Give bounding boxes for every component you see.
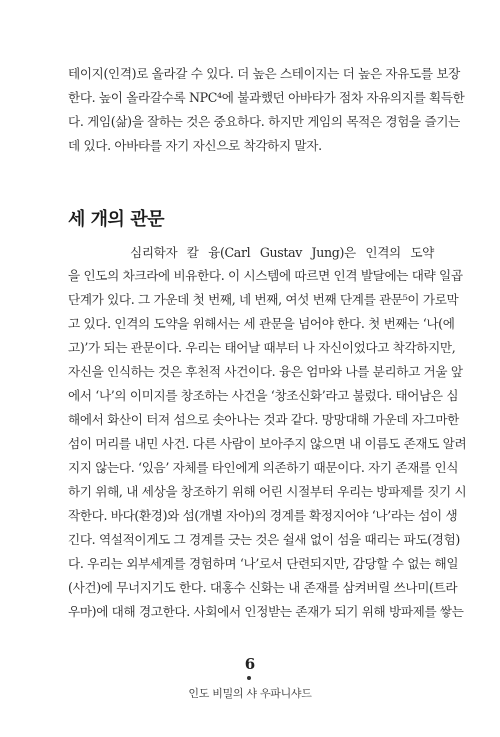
page-number: 6 xyxy=(244,655,256,673)
paragraph-2-line: 자신을 인식하는 것은 후천적 사건이다. 융은 엄마와 나를 분리하고 거울 앞 xyxy=(68,364,463,379)
paragraph-2-line: 지지 않는다. ‘있음’ 자체를 타인에게 의존하기 때문이다. 자기 존재를 인식 xyxy=(68,460,459,475)
paragraph-2-line: 우마)에 대해 경고한다. 사회에서 인정받는 존재가 되기 위해 방파제를 쌓는 xyxy=(68,604,464,619)
paragraph-2-line: 다. 우리는 외부세계를 경험하며 ‘나’로서 단련되지만, 감당할 수 없는 해일 xyxy=(68,556,459,571)
page-number-dot xyxy=(247,676,251,680)
paragraph-2-line: 긴다. 역설적이게도 그 경계를 긋는 것은 쉴새 없이 섬을 때리는 파도(경험) xyxy=(68,532,460,547)
paragraph-2-line: 고 있다. 인격의 도약을 위해서는 세 관문을 넘어야 한다. 첫 번째는 ‘나(에 xyxy=(68,316,455,331)
paragraph-2-line: 에서 ‘나’의 이미지를 창조하는 사건을 ‘창조신화’라고 불렀다. 태어남은 심 xyxy=(68,388,459,403)
paragraph-2-line: 섬이 머리를 내민 사건. 다른 사람이 보아주지 않으면 내 이름도 존재도 알려 xyxy=(68,436,467,451)
paragraph-1-line: 테이지(인격)로 올라갈 수 있다. 더 높은 스테이지는 더 높은 자유도를 보장 xyxy=(68,66,460,81)
paragraph-2-line: 고)’가 되는 관문이다. 우리는 태어날 때부터 나 자신이었다고 착각하지만, xyxy=(68,340,456,355)
paragraph-2-line: 작한다. 바다(환경)와 섬(개별 자아)의 경계를 확정지어야 ‘나’라는 섬이 생 xyxy=(68,508,458,523)
paragraph-1-line: 데 있다. 아바타를 자기 자신으로 착각하지 말자. xyxy=(68,138,322,153)
section-heading: 세 개의 관문 xyxy=(68,209,164,230)
paragraph-1-line: 다. 게임(삶)을 잘하는 것은 중요하다. 하지만 게임의 목적은 경험을 즐기는 xyxy=(68,114,460,129)
paragraph-2-line: 단계가 있다. 그 가운데 첫 번째, 네 번째, 여섯 번째 단계를 관문⁵이 가로막 xyxy=(68,292,459,307)
paragraph-1-line: 한다. 높이 올라갈수록 NPC⁴에 불과했던 아바타가 점차 자유의지를 획득한 xyxy=(68,90,465,105)
paragraph-2-line: 하기 위해, 내 세상을 창조하기 위해 어린 시절부터 우리는 방파제를 짓기 시 xyxy=(68,484,467,499)
paragraph-2-line: 을 인도의 차크라에 비유한다. 이 시스템에 따르면 인격 발달에는 대략 일곱 xyxy=(68,268,463,283)
running-footer: 인도 비밀의 샤 우파니샤드 xyxy=(188,687,312,700)
paragraph-2-line: 해에서 화산이 터져 섬으로 솟아나는 것과 같다. 망망대해 가운데 자그마한 xyxy=(68,412,459,427)
paragraph-2-line: 심리학자 칼 융(Carl Gustav Jung)은 인격의 도약 xyxy=(130,245,434,260)
paragraph-2-line: (사건)에 무너지기도 한다. 대홍수 신화는 내 존재를 삼켜버릴 쓰나미(트라 xyxy=(68,580,458,595)
